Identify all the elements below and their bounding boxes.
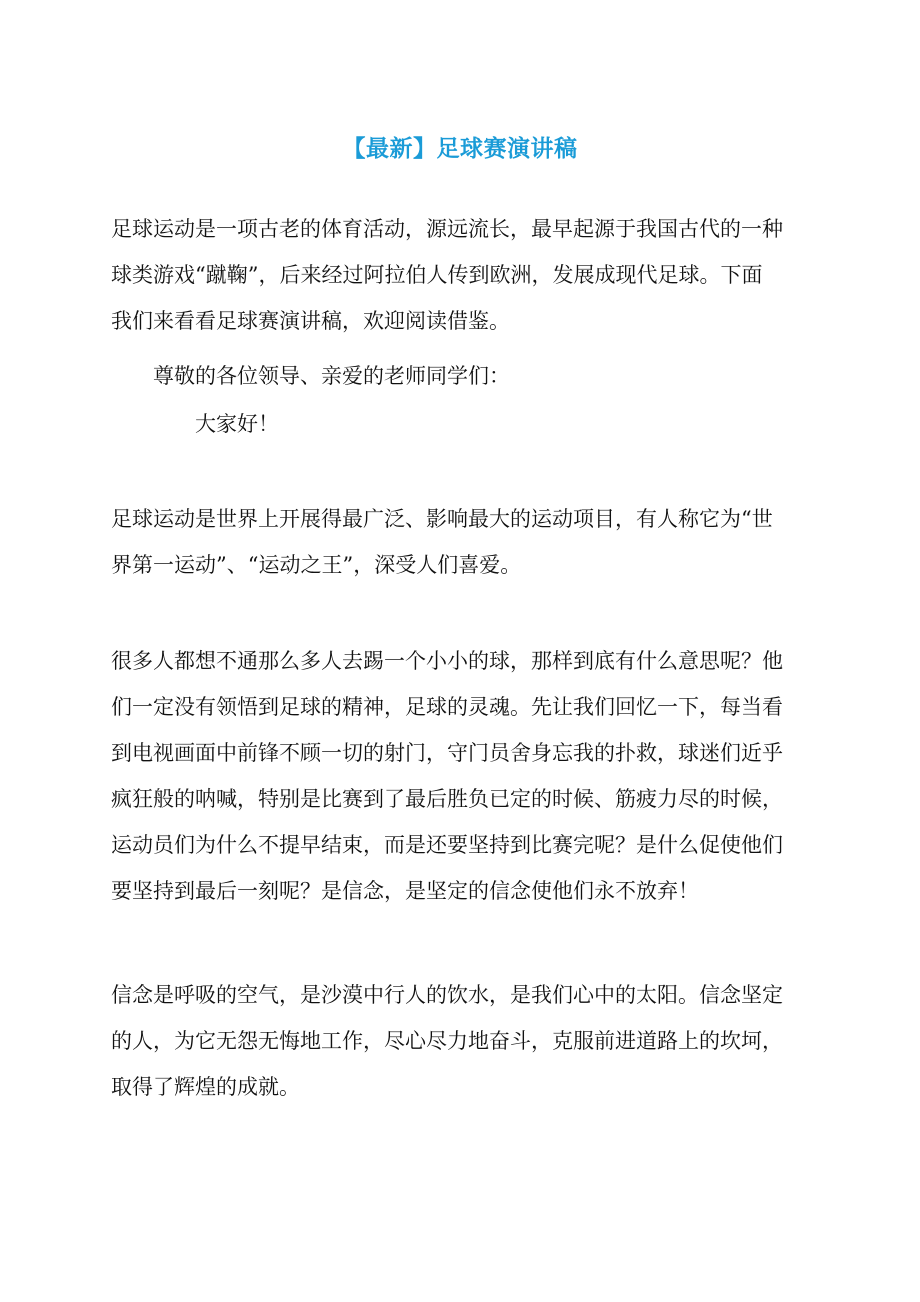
paragraph-line: 运动员们为什么不提早结束，而是还要坚持到比赛完呢？是什么促使他们 (111, 833, 783, 857)
paragraph-line: 取得了辉煌的成就。 (111, 1075, 300, 1099)
paragraph-line: 球类游戏“蹴鞠”，后来经过阿拉伯人传到欧洲，发展成现代足球。下面 (111, 263, 763, 287)
paragraph-line: 的人，为它无怨无悔地工作，尽心尽力地奋斗，克服前进道路上的坎坷， (111, 1029, 783, 1053)
paragraph-line: 足球运动是一项古老的体育活动，源远流长，最早起源于我国古代的一种 (111, 217, 783, 241)
paragraph-line: 疯狂般的呐喊，特别是比赛到了最后胜负已定的时候、筋疲力尽的时候， (111, 787, 783, 811)
paragraph-line: 足球运动是世界上开展得最广泛、影响最大的运动项目，有人称它为“世 (111, 507, 773, 531)
paragraph-line: 要坚持到最后一刻呢？是信念，是坚定的信念使他们永不放弃！ (111, 879, 699, 903)
salutation-line: 尊敬的各位领导、亲爱的老师同学们： (153, 364, 510, 388)
paragraph-line: 到电视画面中前锋不顾一切的射门，守门员舍身忘我的扑救，球迷们近乎 (111, 741, 783, 765)
paragraph-line: 信念是呼吸的空气，是沙漠中行人的饮水，是我们心中的太阳。信念坚定 (111, 983, 783, 1007)
greeting-line: 大家好！ (195, 412, 279, 436)
paragraph-line: 界第一运动”、“运动之王”，深受人们喜爱。 (111, 553, 522, 577)
paragraph-line: 我们来看看足球赛演讲稿，欢迎阅读借鉴。 (111, 309, 510, 333)
greeting-paragraph (195, 401, 895, 447)
salutation-paragraph (153, 353, 853, 399)
body-paragraph-3 (111, 972, 811, 1110)
paragraph-line: 很多人都想不通那么多人去踢一个小小的球，那样到底有什么意思呢？他 (111, 649, 783, 673)
document-title: 【最新】足球赛演讲稿 (342, 136, 578, 163)
body-paragraph-2 (111, 638, 811, 914)
paragraph-line: 们一定没有领悟到足球的精神，足球的灵魂。先让我们回忆一下，每当看 (111, 695, 783, 719)
intro-paragraph (111, 206, 811, 344)
body-paragraph-1 (111, 496, 811, 588)
